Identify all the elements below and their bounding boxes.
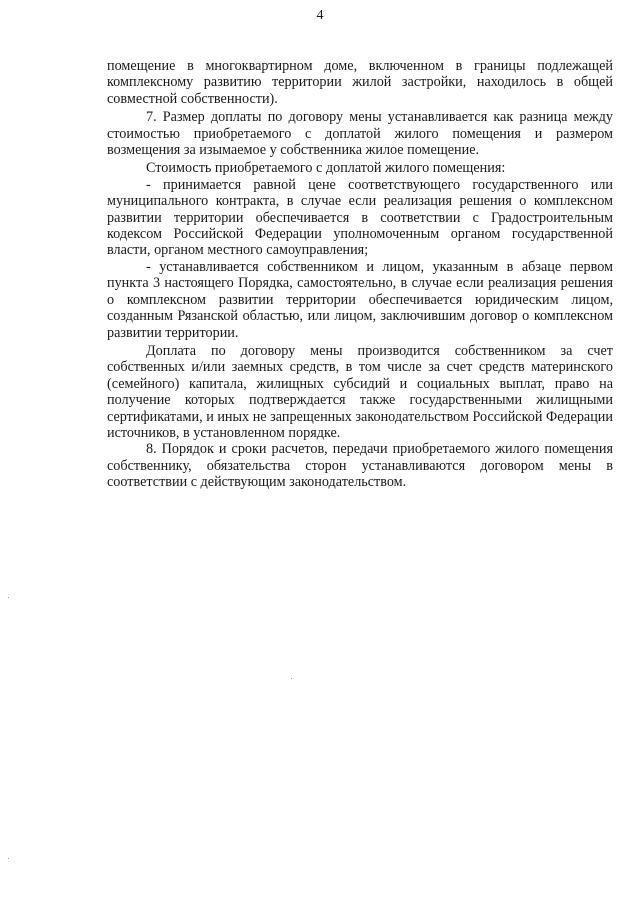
document-body: [107, 58, 613, 491]
paragraph-cost-heading: Стоимость приобретаемого с доплатой жилого помещения:: [146, 160, 506, 177]
scan-speck: [291, 678, 292, 679]
paragraph-clause-7: 7. Размер доплаты по договору мены устанавливается как разница между стоимостью приобретаемого с доплатой жилого помещения и размером возмещения за изымаемое у собственника жилое помещение.: [107, 109, 613, 159]
paragraph-cost-item-1: - принимается равной цене соответствующего государственного или муниципального контракта, в случае если реализация решения о комплексном развитии территории обеспечивается в соответствии с Градостроительным кодексом Российской Федерации уполномоченным органом государственной власти, органом местного самоуправления;: [107, 176, 613, 259]
paragraph-clause-8: 8. Порядок и сроки расчетов, передачи приобретаемого жилого помещения собственнику, обязательства сторон устанавливаются договором мены в соответствии с действующим законодательством.: [107, 441, 613, 491]
paragraph-payment-sources: Доплата по договору мены производится собственником за счет собственных и/или заемных средств, в том числе за счет средств материнского (семейного) капитала, жилищных субсидий и социальных выплат, право на получение которых подтверждается также государственными жилищными сертификатами, и иных не запрещенных законодательством Российской Федерации источников, в установленном порядке.: [107, 342, 613, 441]
scan-speck: [8, 858, 9, 859]
paragraph-continuation: помещение в многоквартирном доме, включенном в границы подлежащей комплексному развитию территории жилой застройки, находилось в общей совместной собственности).: [107, 58, 613, 107]
paragraph-cost-item-2: - устанавливается собственником и лицом, указанным в абзаце первом пункта 3 настоящего Порядка, самостоятельно, в случае если реализация решения о комплексном развитии территории обеспечивается юридическим лицом, созданным Рязанской областью, или лицом, заключившим договор о комплексном развитии территории.: [107, 258, 613, 341]
page-number: 4: [316, 8, 324, 23]
scan-speck: [8, 597, 9, 598]
